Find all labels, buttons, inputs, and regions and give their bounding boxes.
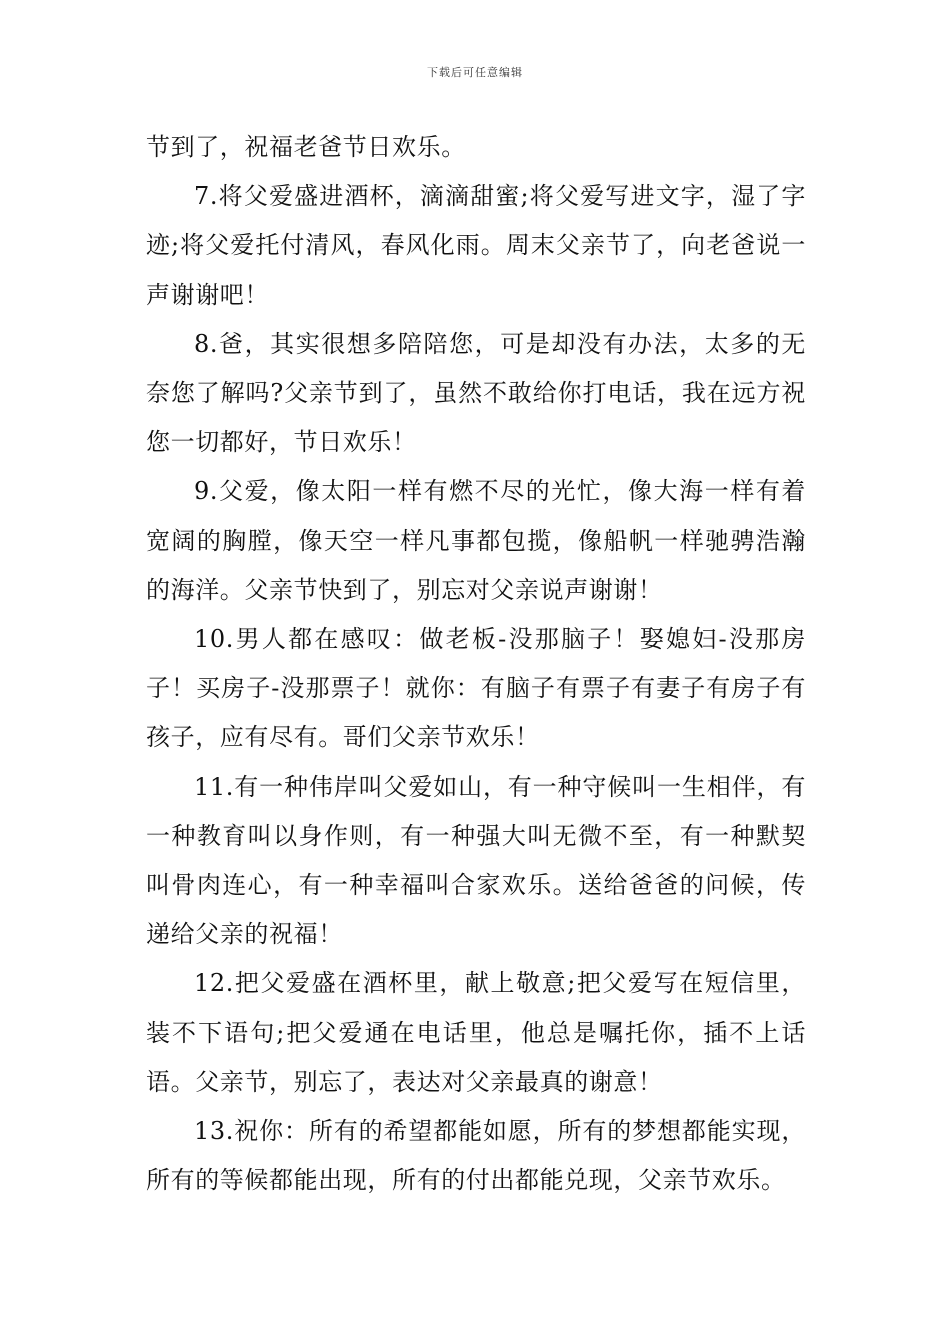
paragraph-12: 12.把父爱盛在酒杯里，献上敬意;把父爱写在短信里，装不下语句;把父爱通在电话里，他总是嘱托你，插不上话语。父亲节，别忘了，表达对父亲最真的谢意！ xyxy=(146,969,806,1096)
paragraph-8: 8.爸，其实很想多陪陪您，可是却没有办法，太多的无奈您了解吗?父亲节到了，虽然不敢给你打电话，我在远方祝您一切都好，节日欢乐！ xyxy=(146,329,806,457)
paragraph-13: 13.祝你：所有的希望都能如愿，所有的梦想都能实现，所有的等候都能出现，所有的付出都能兑现，父亲节欢乐。 xyxy=(146,1117,806,1195)
document-body xyxy=(146,123,806,1205)
paragraph-7: 7.将父爱盛进酒杯，滴滴甜蜜;将父爱写进文字，湿了字迹;将父爱托付清风，春风化雨。周末父亲节了，向老爸说一声谢谢吧！ xyxy=(146,182,806,309)
paragraph-9: 9.父爱，像太阳一样有燃不尽的光忙，像大海一样有着宽阔的胸膛，像天空一样凡事都包揽，像船帆一样驰骋浩瀚的海洋。父亲节快到了，别忘对父亲说声谢谢！ xyxy=(146,477,806,604)
page-header: 下载后可任意编辑 xyxy=(427,66,523,79)
paragraph-continuation: 节到了，祝福老爸节日欢乐。 xyxy=(146,133,466,161)
paragraph-10: 10.男人都在感叹：做老板-没那脑子！娶媳妇-没那房子！买房子-没那票子！就你：有脑子有票子有妻子有房子有孩子，应有尽有。哥们父亲节欢乐！ xyxy=(146,625,806,752)
paragraph-11: 11.有一种伟岸叫父爱如山，有一种守候叫一生相伴，有一种教育叫以身作则，有一种强大叫无微不至，有一种默契叫骨肉连心，有一种幸福叫合家欢乐。送给爸爸的问候，传递给父亲的祝福！ xyxy=(146,772,806,949)
